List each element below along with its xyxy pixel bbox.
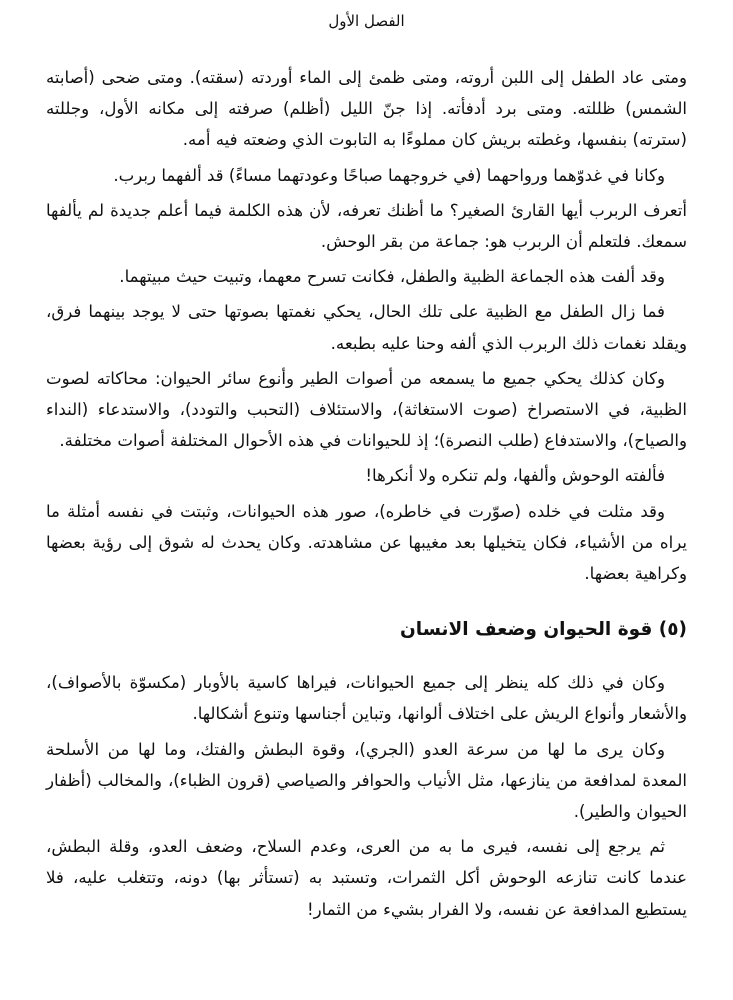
book-page	[46, 0, 687, 1000]
paragraph: ثم يرجع إلى نفسه، فيرى ما به من العرى، وعدم السلاح، وضعف العدو، وقلة البطش، عندما كانت تنازعه الوحوش أكل الثمرات، وتستبد به (تستأثر بها) دونه، وتتغلب عليه، فلا يستطيع المدافعة عن نفسه، ولا الفرار بشيء من الثمار!	[46, 837, 687, 919]
paragraph: وكانا في غدوّهما ورواحهما (في خروجهما صباحًا وعودتهما مساءً) قد ألفهما ربرب.	[113, 165, 665, 185]
running-header: الفصل الأول	[328, 12, 405, 30]
paragraph: وقد ألفت هذه الجماعة الظبية والطفل، فكانت تسرح معهما، وتبيت حيث مبيتهما.	[119, 267, 665, 287]
paragraph: وكان في ذلك كله ينظر إلى جميع الحيوانات، فيراها كاسية بالأوبار (مكسوّة بالأصواف)، والأشعار وأنواع الريش على اختلاف ألوانها، وتباين أجناسها وتنوع أشكالها.	[46, 673, 687, 724]
body-text	[46, 62, 687, 929]
section-heading: (٥) قوة الحيوان وضعف الانسان	[400, 619, 687, 641]
paragraph: فما زال الطفل مع الظبية على تلك الحال، يحكي نغمتها بصوتها حتى لا يوجد بينهما فرق، ويقلد نغمات ذلك الربرب الذي ألفه وحنا عليه بطبعه.	[46, 302, 687, 353]
paragraph: وكان يرى ما لها من سرعة العدو (الجري)، وقوة البطش والفتك، وما لها من الأسلحة المعدة لمدافعة من ينازعها، مثل الأنياب والحوافر والصياصي (قرون الظباء)، والمخالب (أظفار الحيوان والطير).	[46, 739, 687, 822]
paragraph: ومتى عاد الطفل إلى اللبن أروته، ومتى ظمئ إلى الماء أوردته (سقته). ومتى ضحى (أصابته الشمس) ظللته. ومتى برد أدفأته. إذا جنّ الليل (أظلم) صرفته إلى مكانه الأول، وجللته (سترته) بنفسها، وغطته بريش كان مملوءًا به التابوت الذي وضعته فيه أمه.	[46, 68, 687, 150]
paragraph: وقد مثلت في خلده (صوّرت في خاطره)، صور هذه الحيوانات، وثبتت في نفسه أمثلة ما يراه من الأشياء، فكان يتخيلها بعد مغيبها عن مشاهدته. وكان يحدث له شوق إلى رؤية بعضها وكراهية بعضها.	[46, 501, 687, 584]
paragraph: وكان كذلك يحكي جميع ما يسمعه من أصوات الطير وأنوع سائر الحيوان: محاكاته لصوت الظبية، في الاستصراخ (صوت الاستغاثة)، والاستئلاف (التحبب والتودد)، والاستدعاء (النداء والصياح)، والاستدفاع (طلب النصرة)؛ إذ للحيوانات في هذه الأحوال المختلفة أصوات مختلفة.	[46, 368, 687, 451]
paragraph: أتعرف الربرب أيها القارئ الصغير؟ ما أظنك تعرفه، لأن هذه الكلمة فيما أعلم جديدة لم يألفها سمعك. فلتعلم أن الربرب هو: جماعة من بقر الوحش.	[46, 200, 687, 252]
paragraph: فألفته الوحوش وألفها، ولم تنكره ولا أنكرها!	[365, 466, 665, 486]
